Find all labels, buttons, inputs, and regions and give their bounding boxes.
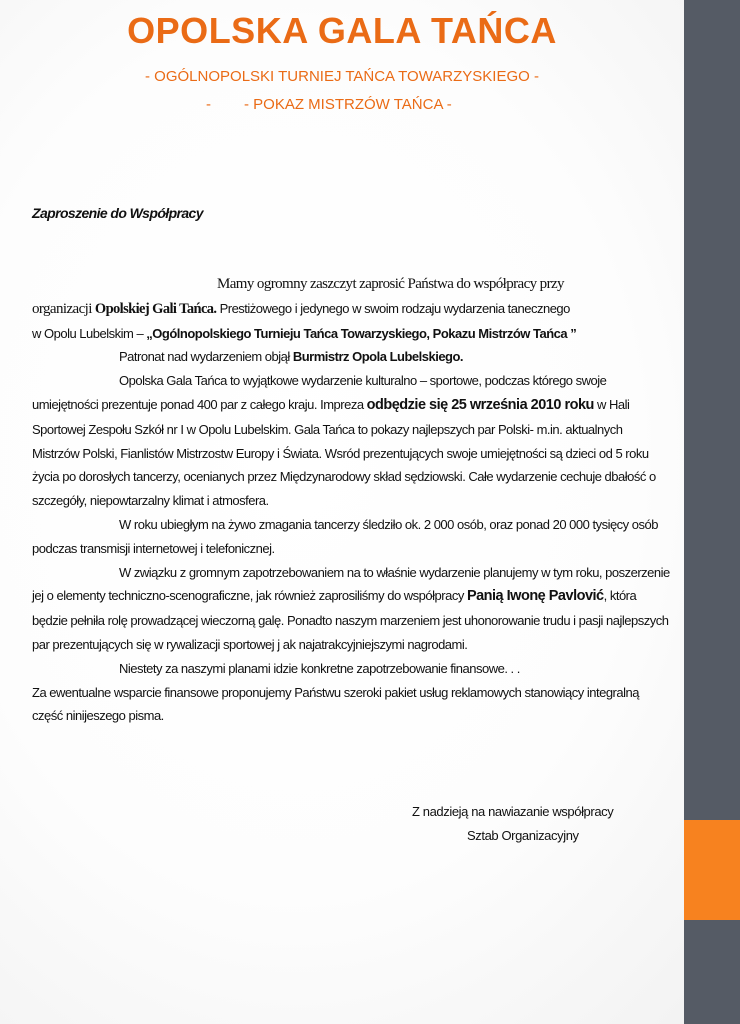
paragraph-audience: W roku ubiegłym na żywo zmagania tancerzy śledziło ok. 2 000 osób, oraz ponad 20 000 tysięcy osób podczas transmisji internetowej i telefonicznej. [32, 516, 658, 556]
host-name: Panią Iwonę Pavlović [466, 588, 604, 605]
subtitle-show [206, 96, 506, 113]
subtitle-show-text: - POKAZ MISTRZÓW TAŃCA - [244, 96, 452, 113]
sidebar-orange-accent [684, 820, 740, 920]
closing-line: Z nadzieją na nawiazanie współpracy [412, 804, 614, 819]
paragraph-offer: Za ewentualne wsparcie finansowe proponujemy Państwu szeroki pakiet usług reklamowych stanowiący integralną część ninijeszego pisma. [32, 684, 639, 724]
page-title: OPOLSKA GALA TAŃCA [127, 10, 557, 51]
letter-closing [412, 800, 613, 848]
subtitle-tournament: - OGÓLNOPOLSKI TURNIEJ TAŃCA TOWARZYSKIEGO - [145, 68, 539, 85]
paragraph-invitation: Mamy ogromny zaszczyt zaprosić Państwa do współpracy przy organizacji Opolskiej Gali Tańca. Prestiżowego i jedynego w swoim rodzaju wydarzenia tanecznego w Opolu Lubelskim – „Ogólnopolskiego Turnieju Tańca Towarzyskiego, Pokazu Mistrzów Tańca ” [32, 276, 577, 341]
tournament-name: „Ogólnopolskiego Turnieju Tańca Towarzyskiego, Pokazu Mistrzów Tańca ” [146, 325, 577, 341]
event-date: odbędzie się 25 września 2010 roku [366, 396, 594, 413]
paragraph-event: Opolska Gala Tańca to wyjątkowe wydarzenie kulturalno – sportowe, podczas którego swoje umiejętności prezentuje ponad 400 par z całego kraju. Impreza odbędzie się 25 września 2010 roku w Hali Sportowej Zespołu Szkół nr I w Opolu Lubelskim. Gala Tańca to pokazy najlepszych par Polski- m.in. aktualnych Mistrzów Polski, Fianlistów Mistrzostw Europy i Świata. Wsród prezentujących swoje umiejętności są dzieci od 5 roku życia po dorosłych tancerzy, ocenianych przez Międzynarodowy skład sędziowski. Całe wydarzenie cechuje dbałość o szczegóły, niepowtarzalny klimat i atmosfera. [32, 373, 656, 509]
signature: Sztab Organizacyjny [467, 828, 579, 843]
paragraph-patronage: Patronat nad wydarzeniem objął Burmistrz Opola Lubelskiego. [119, 349, 464, 365]
paragraph-plans: W związku z gromnym zapotrzebowaniem na to właśnie wydarzenie planujemy w tym roku, poszerzenie jej o elementy techniczno-scenograficzne, jak również zaprosiliśmy do współpracy Panią Iwonę Pavlović, która będzie pełniła rolę prowadzącej wieczorną galę. Ponadto naszym marzeniem jest uhonorowanie trudu i pasji najlepszych par prezentujących się w rywalizacji sportowej j ak najatrakcyjniejszymi nagrodami. [32, 564, 670, 652]
letter-body [32, 272, 672, 728]
subtitle-dash: - [206, 96, 211, 113]
paragraph-financial-need: Niestety za naszymi planami idzie konkretne zapotrzebowanie finansowe. . . [119, 660, 520, 676]
letter-heading: Zaproszenie do Współpracy [32, 205, 203, 221]
gala-name: Opolskiej Gali Tańca. [94, 300, 217, 317]
patron-name: Burmistrz Opola Lubelskiego. [292, 349, 464, 365]
